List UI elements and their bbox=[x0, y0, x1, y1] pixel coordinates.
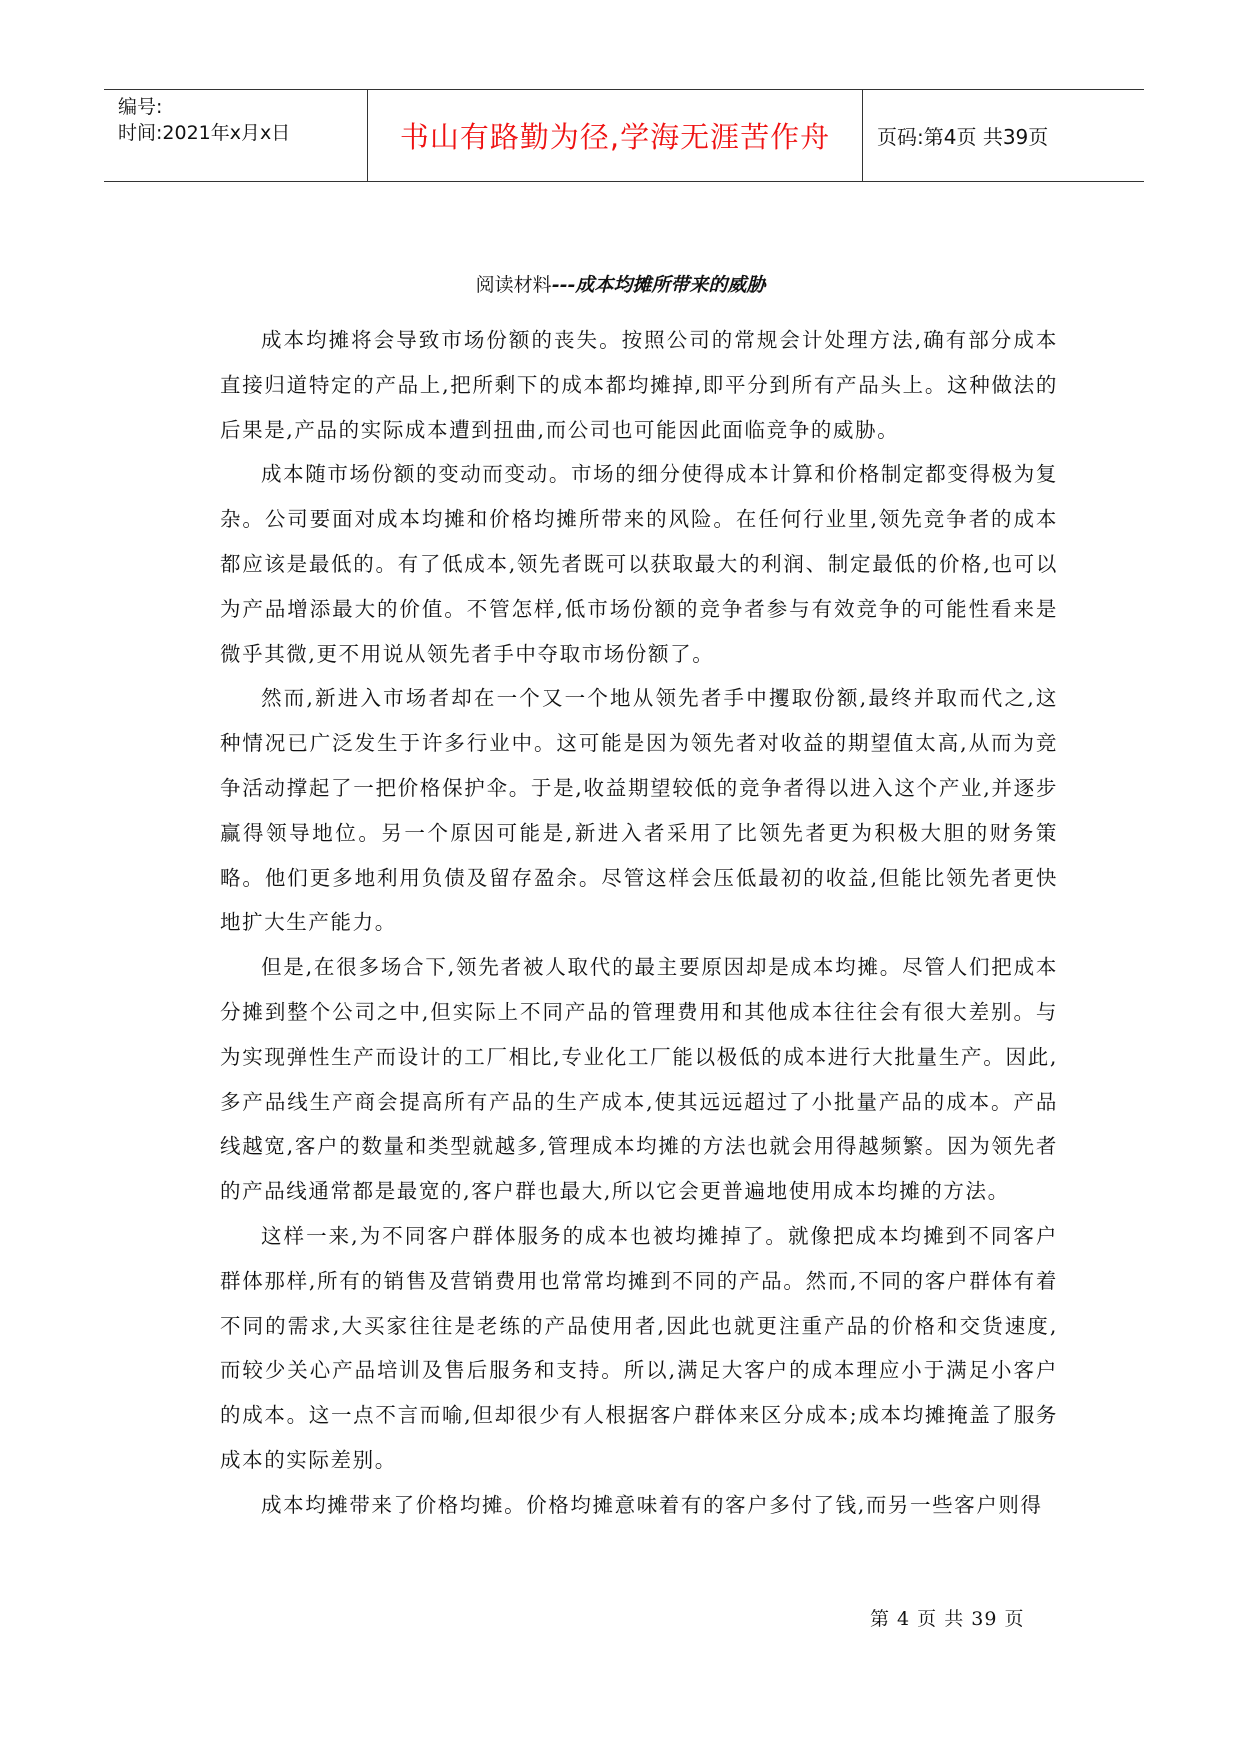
paragraph: 成本随市场份额的变动而变动。市场的细分使得成本计算和价格制定都变得极为复杂。公司要面对成本均摊和价格均摊所带来的风险。在任何行业里,领先竞争者的成本都应该是最低的。有了低成本,领先者既可以获取最大的利润、制定最低的价格,也可以为产品增添最大的价值。不管怎样,低市场份额的竞争者参与有效竞争的可能性看来是微乎其微,更不用说从领先者手中夺取市场份额了。 bbox=[220, 462, 1058, 666]
page-number-footer: 第 4 页 共 39 页 bbox=[870, 1608, 1025, 1630]
paragraph: 成本均摊带来了价格均摊。价格均摊意味着有的客户多付了钱,而另一些客户则得 bbox=[261, 1492, 1043, 1517]
document-body bbox=[220, 318, 1058, 1528]
title-prefix: 阅读材料 bbox=[475, 274, 552, 296]
paragraph: 然而,新进入市场者却在一个又一个地从领先者手中攫取份额,最终并取而代之,这种情况已广泛发生于许多行业中。这可能是因为领先者对收益的期望值太高,从而为竞争活动撑起了一把价格保护伞。于是,收益期望较低的竞争者得以进入这个产业,并逐步赢得领导地位。另一个原因可能是,新进入者采用了比领先者更为积极大胆的财务策略。他们更多地利用负债及留存盈余。尽管这样会压低最初的收益,但能比领先者更快地扩大生产能力。 bbox=[220, 686, 1058, 935]
document-title bbox=[0, 270, 1241, 300]
title-main: 成本均摊所带来的威胁 bbox=[575, 274, 766, 296]
document-time-label: 时间:2021年x月x日 bbox=[118, 122, 291, 144]
paragraph: 但是,在很多场合下,领先者被人取代的最主要原因却是成本均摊。尽管人们把成本分摊到整个公司之中,但实际上不同产品的管理费用和其他成本往往会有很大差别。与为实现弹性生产而设计的工厂相比,专业化工厂能以极低的成本进行大批量生产。因此,多产品线生产商会提高所有产品的生产成本,使其远远超过了小批量产品的成本。产品线越宽,客户的数量和类型就越多,管理成本均摊的方法也就会用得越频繁。因为领先者的产品线通常都是最宽的,客户群也最大,所以它会更普遍地使用成本均摊的方法。 bbox=[220, 955, 1058, 1204]
paragraph: 成本均摊将会导致市场份额的丧失。按照公司的常规会计处理方法,确有部分成本直接归道特定的产品上,把所剩下的成本都均摊掉,即平分到所有产品头上。这种做法的后果是,产品的实际成本遭到扭曲,而公司也可能因此面临竞争的威胁。 bbox=[220, 328, 1058, 442]
document-number-label: 编号: bbox=[118, 96, 163, 118]
header-meta bbox=[104, 90, 368, 181]
title-dash: --- bbox=[551, 274, 576, 296]
paragraph: 这样一来,为不同客户群体服务的成本也被均摊掉了。就像把成本均摊到不同客户群体那样,所有的销售及营销费用也常常均摊到不同的产品。然而,不同的客户群体有着不同的需求,大买家往往是老练的产品使用者,因此也就更注重产品的价格和交货速度,而较少关心产品培训及售后服务和支持。所以,满足大客户的成本理应小于满足小客户的成本。这一点不言而喻,但却很少有人根据客户群体来区分成本;成本均摊掩盖了服务成本的实际差别。 bbox=[220, 1223, 1058, 1472]
header-page-code: 页码:第4页 共39页 bbox=[877, 125, 1049, 149]
header-motto: 书山有路勤为径,学海无涯苦作舟 bbox=[368, 90, 863, 181]
page-header bbox=[104, 89, 1144, 182]
